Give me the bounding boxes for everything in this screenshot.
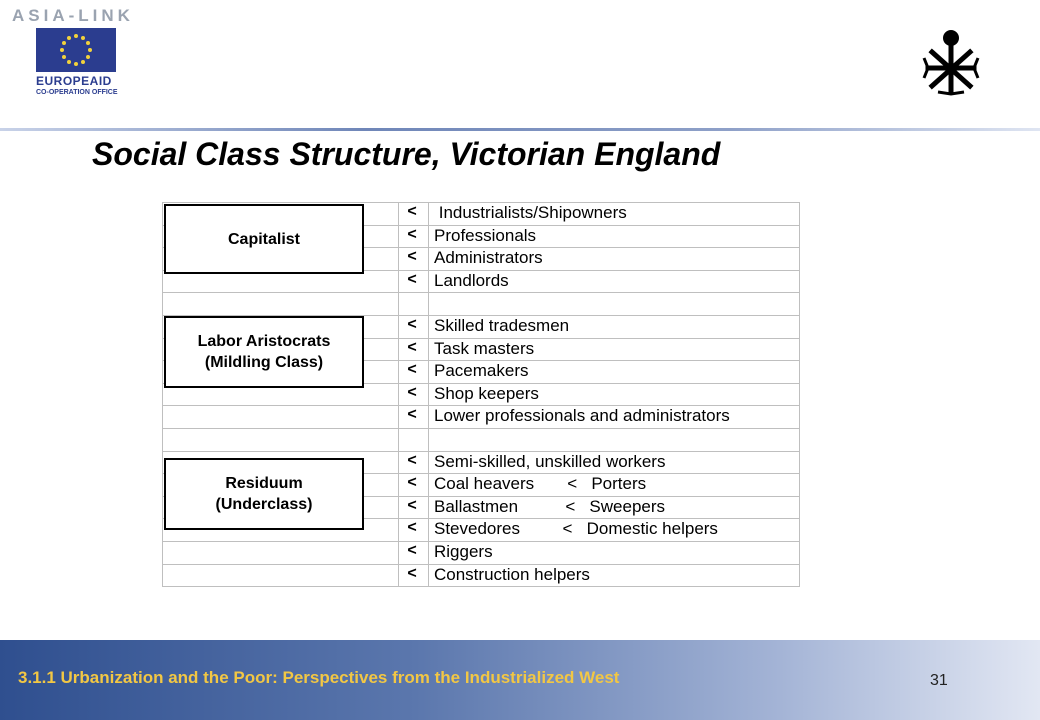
footer-bar bbox=[0, 640, 1040, 720]
table-row-line bbox=[162, 292, 800, 293]
group-box-capitalist bbox=[164, 204, 364, 274]
group-label: Capitalist bbox=[227, 230, 300, 248]
page-number: 31 bbox=[930, 672, 948, 689]
row-marker: < bbox=[407, 474, 417, 491]
table-row-text: Coal heavers < Porters bbox=[434, 474, 647, 493]
row-marker: < bbox=[407, 248, 417, 265]
table-row-text: Ballastmen < Sweepers bbox=[434, 497, 666, 516]
footer-course-title: 3.1.1 Urbanization and the Poor: Perspectives from the Industrialized West bbox=[18, 668, 620, 687]
table-column-line bbox=[162, 202, 163, 586]
table-row-text: Shop keepers bbox=[434, 384, 539, 403]
table-row-text: Industrialists/Shipowners bbox=[434, 203, 627, 222]
table-row-line bbox=[162, 586, 800, 587]
logo-cooperation-office-text: CO-OPERATION OFFICE bbox=[36, 89, 118, 96]
row-marker: < bbox=[407, 519, 417, 536]
table-column-line bbox=[428, 202, 429, 586]
class-structure-table bbox=[162, 202, 800, 586]
table-row-text: Lower professionals and administrators bbox=[434, 406, 730, 425]
page-title: Social Class Structure, Victorian England bbox=[92, 136, 721, 172]
row-marker: < bbox=[407, 361, 417, 378]
row-marker: < bbox=[407, 384, 417, 401]
group-box-labor-aristocrats bbox=[164, 316, 364, 388]
row-marker: < bbox=[407, 203, 417, 220]
asia-link-europeaid-logo bbox=[10, 6, 140, 98]
group-sublabel: (Underclass) bbox=[215, 496, 313, 513]
table-row-text: Administrators bbox=[434, 248, 543, 267]
eu-flag-icon bbox=[36, 28, 116, 72]
row-marker: < bbox=[407, 271, 417, 288]
table-row-text: Landlords bbox=[434, 271, 509, 290]
table-row-text: Skilled tradesmen bbox=[434, 316, 570, 335]
table-row-text: Riggers bbox=[434, 542, 493, 561]
group-box-residuum bbox=[164, 458, 364, 530]
logo-europeaid-text: EUROPEAID bbox=[36, 74, 112, 88]
table-row-line bbox=[162, 428, 800, 429]
row-marker: < bbox=[407, 226, 417, 243]
row-marker: < bbox=[407, 406, 417, 423]
row-marker: < bbox=[407, 316, 417, 333]
table-row-text: Construction helpers bbox=[434, 565, 590, 584]
table-row-text: Professionals bbox=[434, 226, 537, 245]
group-label: Labor Aristocrats bbox=[197, 333, 331, 350]
table-column-line bbox=[799, 202, 800, 586]
row-marker: < bbox=[407, 497, 417, 514]
row-marker: < bbox=[407, 565, 417, 582]
table-row-text: Stevedores < Domestic helpers bbox=[434, 519, 718, 538]
logo-asia-link-text: ASIA-LINK bbox=[12, 6, 134, 25]
table-column-line bbox=[398, 202, 399, 586]
emblem-icon bbox=[918, 28, 984, 98]
group-sublabel: (Mildling Class) bbox=[204, 354, 324, 371]
group-label: Residuum bbox=[225, 475, 303, 492]
row-marker: < bbox=[407, 542, 417, 559]
header-divider bbox=[0, 128, 1040, 131]
table-row-text: Task masters bbox=[434, 339, 535, 358]
row-marker: < bbox=[407, 452, 417, 469]
table-row-text: Pacemakers bbox=[434, 361, 529, 380]
row-marker: < bbox=[407, 339, 417, 356]
table-row-text: Semi-skilled, unskilled workers bbox=[434, 452, 666, 471]
